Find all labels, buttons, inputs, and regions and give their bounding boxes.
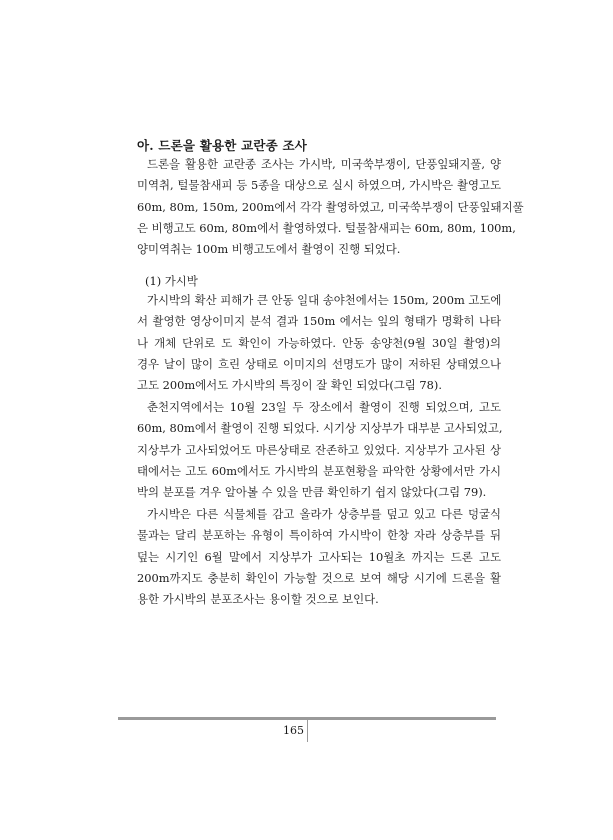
- text-line: 미역취, 털물참새피 등 5종을 대상으로 실시 하였으며, 가시박은 촬영고도: [137, 178, 501, 193]
- subsection-heading: (1) 가시박: [145, 274, 198, 288]
- text-line: 나 개체 단위로 도 확인이 가능하였다. 안동 송양천(9월 30일 촬영)의: [137, 335, 501, 350]
- paragraph-3: [137, 504, 501, 610]
- text-line: 60m, 80m에서 촬영이 진행 되었다. 시기상 지상부가 대부분 고사되었고,: [137, 421, 503, 436]
- text-line: 가시박은 다른 식물체를 감고 올라가 상층부를 덮고 있고 다른 덩굴식: [147, 507, 501, 521]
- paragraph-2: [137, 397, 501, 503]
- footer-vertical-divider: [307, 720, 308, 742]
- text-line: 물과는 달리 분포하는 유형이 특이하여 가시박이 한창 자라 상층부를 뒤: [137, 528, 501, 543]
- paragraph-1: [137, 290, 501, 396]
- text-line: 양미역취는 100m 비행고도에서 촬영이 진행 되었다.: [137, 242, 401, 257]
- text-line: 60m, 80m, 150m, 200m에서 각각 촬영하였고, 미국쑥부쟁이 단풍잎돼지풀: [137, 199, 524, 214]
- text-line: 은 비행고도 60m, 80m에서 촬영하였다. 털물참새피는 60m, 80m, 100m,: [137, 220, 516, 235]
- text-line: 서 촬영한 영상이미지 분석 결과 150m 에서는 잎의 형태가 명확히 나타: [137, 314, 501, 329]
- text-line: 경우 날이 많이 흐린 상태로 이미지의 선명도가 많이 저하된 상태였으나: [137, 356, 501, 371]
- text-line: 가시박의 확산 피해가 큰 안동 일대 송야천에서는 150m, 200m 고도에: [147, 293, 502, 307]
- text-line: 용한 가시박의 분포조사는 용이할 것으로 보인다.: [137, 592, 379, 607]
- text-line: 200m까지도 충분히 확인이 가능할 것으로 보여 해당 시기에 드론을 활: [137, 570, 501, 585]
- text-line: 지상부가 고사되었어도 마른상태로 잔존하고 있었다. 지상부가 고사된 상: [137, 442, 501, 457]
- section-heading: 아. 드론을 활용한 교란종 조사: [137, 138, 308, 153]
- text-line: 박의 분포를 겨우 알아볼 수 있을 만큼 확인하기 쉽지 않았다(그림 79).: [137, 485, 487, 500]
- text-line: 태에서는 고도 60m에서도 가시박의 분포현황을 파악한 상황에서만 가시: [137, 463, 501, 478]
- text-line: 고도 200m에서도 가시박의 특징이 잘 확인 되었다(그림 78).: [137, 378, 442, 393]
- page-number: 165: [283, 724, 304, 737]
- text-line: 드론을 활용한 교란종 조사는 가시박, 미국쑥부쟁이, 단풍잎돼지풀, 양: [147, 157, 501, 171]
- intro-paragraph: [137, 154, 524, 260]
- text-line: 덮는 시기인 6월 말에서 지상부가 고사되는 10월초 까지는 드론 고도: [137, 549, 501, 564]
- text-line: 춘천지역에서는 10월 23일 두 장소에서 촬영이 진행 되었으며, 고도: [147, 400, 501, 414]
